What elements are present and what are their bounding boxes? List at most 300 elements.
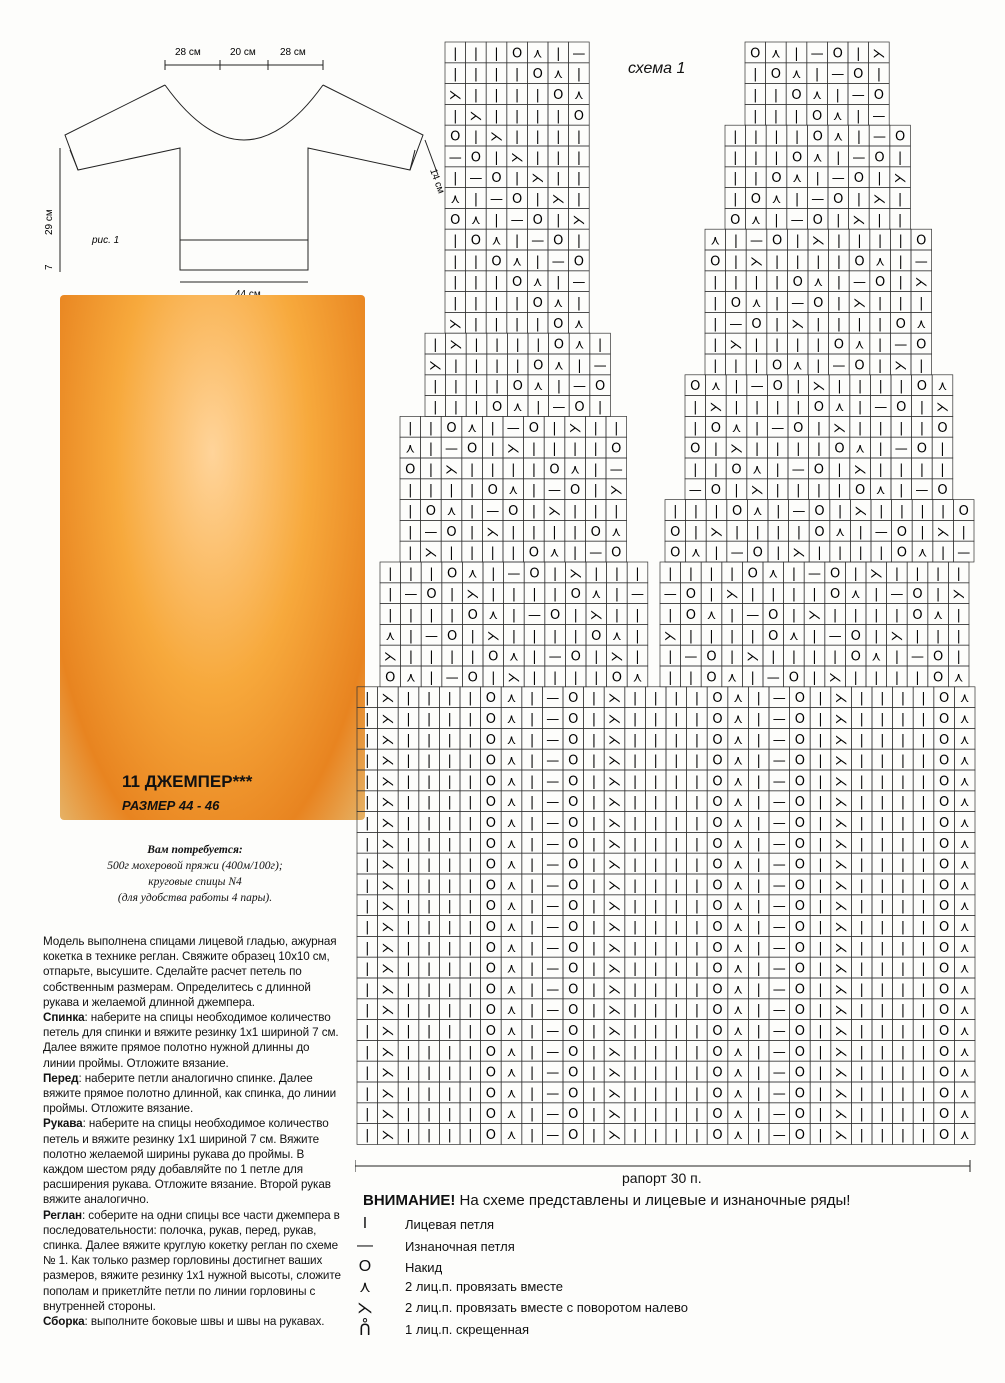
stitch-symbol: | [591, 940, 597, 956]
stitch-symbol: ⋏ [733, 1003, 743, 1019]
stitch-symbol: | [632, 774, 638, 790]
stitch-symbol: | [591, 857, 597, 873]
stitch-symbol: | [900, 774, 906, 790]
stitch-symbol: O [485, 753, 497, 769]
stitch-symbol: ⋋ [834, 836, 848, 852]
stitch-symbol: O [568, 1128, 579, 1143]
stitch-symbol: | [919, 462, 925, 478]
stitch-symbol: O [813, 400, 825, 415]
stitch-symbol: ⋏ [488, 608, 499, 623]
stitch-symbol: | [514, 88, 520, 103]
stitch-symbol: ⋋ [729, 337, 743, 353]
stitch-symbol: | [879, 504, 884, 519]
stitch-symbol: | [529, 836, 535, 852]
stitch-symbol: — [772, 857, 786, 873]
stitch-symbol: ⋏ [791, 67, 802, 83]
stitch-symbol: | [406, 712, 411, 727]
stitch-symbol: ⋏ [933, 608, 943, 623]
stitch-symbol: | [511, 524, 516, 540]
stitch-symbol: | [591, 816, 597, 831]
stitch-symbol: ⋋ [608, 1086, 621, 1102]
stitch-symbol: | [556, 129, 561, 145]
stitch-symbol: ⋏ [771, 192, 782, 207]
stitch-symbol: — [546, 899, 560, 915]
stitch-symbol: O [712, 1107, 723, 1123]
stitch-symbol: | [406, 753, 411, 769]
stitch-symbol: ⋋ [812, 379, 826, 395]
stitch-symbol: | [591, 899, 597, 915]
stitch-symbol: | [433, 379, 438, 395]
stitch-symbol: ⋏ [506, 920, 517, 935]
stitch-symbol: O [485, 878, 497, 894]
stitch-symbol: ⋋ [551, 192, 565, 207]
stitch-symbol: — [425, 628, 438, 644]
stitch-symbol: ⋋ [381, 836, 395, 852]
stitch-symbol: ⋋ [381, 795, 395, 811]
stitch-symbol: O [712, 774, 723, 790]
stitch-symbol: ⋋ [568, 420, 582, 436]
stitch-symbol: | [921, 1044, 926, 1060]
stitch-symbol: | [859, 1128, 864, 1143]
stitch-symbol: O [491, 254, 502, 270]
stitch-symbol: | [898, 275, 903, 291]
stitch-symbol: | [818, 982, 823, 998]
stitch-symbol: | [365, 691, 370, 707]
stitch-symbol: | [572, 545, 578, 561]
stitch-symbol: O [854, 483, 866, 499]
stitch-symbol: — [766, 670, 780, 686]
stitch-symbol: | [428, 462, 434, 478]
stitch-symbol: ⋏ [450, 192, 461, 207]
stitch-symbol: | [674, 774, 679, 790]
stitch-symbol: O [731, 504, 743, 519]
stitch-symbol: | [733, 275, 739, 291]
stitch-symbol: O [511, 46, 523, 62]
stitch-symbol: O [712, 1044, 723, 1060]
stitch-symbol: | [447, 1065, 452, 1081]
stitch-symbol: ⋏ [553, 67, 564, 83]
stitch-symbol: | [632, 753, 638, 769]
stitch-symbol: | [447, 836, 452, 852]
stitch-symbol: | [632, 878, 638, 894]
stitch-symbol: O [788, 670, 800, 686]
stitch-symbol: | [733, 358, 739, 374]
stitch-symbol: — [772, 753, 786, 769]
stitch-symbol: | [900, 878, 906, 894]
stitch-symbol: O [712, 878, 723, 894]
width-mid: 20 см [230, 47, 256, 58]
stitch-symbol: | [818, 857, 823, 873]
stitch-symbol: | [694, 1024, 700, 1039]
stitch-symbol: O [874, 150, 885, 166]
stitch-symbol: | [428, 483, 434, 499]
stitch-symbol: — [792, 504, 806, 519]
stitch-symbol: | [447, 691, 452, 707]
stitch-symbol: ⋋ [608, 1003, 621, 1019]
stitch-symbol: O [938, 940, 950, 956]
stitch-symbol: | [874, 670, 879, 686]
stitch-symbol: | [859, 857, 864, 873]
repeat-label: рапорт 30 п. [622, 1170, 702, 1186]
stitch-symbol: O [938, 732, 950, 748]
stitch-symbol: O [794, 816, 806, 831]
stitch-symbol: ⋋ [589, 608, 603, 623]
stitch-symbol: O [568, 940, 579, 956]
stitch-symbol: | [693, 504, 699, 519]
stitch-symbol: ⋋ [834, 712, 848, 727]
stitch-symbol: | [532, 670, 537, 686]
stitch-symbol: — [546, 1065, 560, 1081]
stitch-symbol: | [511, 587, 517, 603]
stitch-symbol: | [694, 1086, 700, 1102]
stitch-symbol: | [552, 420, 557, 436]
stitch-symbol: ⋋ [381, 1086, 395, 1102]
stitch-symbol: | [674, 1086, 679, 1102]
stitch-symbol: ⋏ [733, 795, 743, 811]
stitch-symbol: ⋋ [663, 628, 677, 644]
stitch-symbol: O [794, 982, 806, 998]
stitch-symbol: O [568, 712, 579, 727]
stitch-symbol: ⋏ [733, 816, 743, 831]
stitch-symbol: — [772, 940, 786, 956]
stitch-symbol: | [365, 1003, 370, 1019]
stitch-symbol: | [817, 545, 822, 561]
stitch-symbol: | [469, 462, 475, 478]
stitch-symbol: | [614, 566, 620, 582]
stitch-symbol: O [712, 940, 723, 956]
stitch-symbol: ⋋ [828, 670, 842, 686]
stitch-symbol: O [791, 150, 803, 166]
stitch-symbol: | [614, 504, 619, 519]
stitch-symbol: | [837, 545, 843, 561]
stitch-symbol: O [685, 587, 697, 603]
stitch-symbol: | [818, 1086, 823, 1102]
stitch-symbol: | [877, 337, 883, 353]
stitch-symbol: O [485, 1044, 497, 1060]
stitch-symbol: O [706, 670, 717, 686]
stitch-symbol: | [818, 1107, 823, 1123]
stitch-symbol: | [897, 212, 903, 228]
stitch-symbol: O [568, 1086, 579, 1102]
stitch-symbol: | [756, 920, 761, 935]
stitch-symbol: | [453, 400, 459, 415]
stitch-symbol: O [794, 857, 806, 873]
stitch-symbol: | [591, 691, 597, 707]
stitch-symbol: | [878, 379, 883, 395]
stitch-symbol: ⋋ [808, 608, 821, 623]
stitch-symbol: ⋋ [894, 358, 908, 374]
stitch-symbol: | [447, 857, 452, 873]
stitch-symbol: | [532, 587, 537, 603]
stitch-symbol: — [772, 732, 786, 748]
stitch-symbol: | [812, 587, 817, 603]
stitch-symbol: O [470, 150, 482, 166]
stitch-symbol: O [568, 816, 579, 831]
stitch-symbol: O [768, 608, 779, 623]
stitch-symbol: | [469, 524, 475, 540]
stitch-symbol: ⋋ [833, 420, 846, 436]
stitch-symbol: O [938, 878, 950, 894]
stitch-symbol: | [494, 275, 499, 291]
stitch-symbol: | [449, 483, 454, 499]
stitch-symbol: | [816, 316, 821, 332]
stitch-symbol: ⋏ [959, 795, 970, 811]
stitch-symbol: ⋏ [789, 628, 799, 644]
stitch-symbol: ⋏ [751, 296, 762, 311]
stitch-symbol: | [572, 441, 578, 457]
stitch-symbol: O [916, 337, 927, 353]
stitch-symbol: | [756, 732, 761, 748]
stitch-symbol: | [408, 566, 414, 582]
k2tog-icon: ⋏ [359, 1279, 371, 1296]
stitch-symbol: ⋋ [710, 524, 723, 540]
stitch-symbol: O [712, 816, 723, 831]
stitch-symbol: ⋏ [835, 524, 845, 540]
stitch-symbol: | [713, 337, 718, 353]
stitch-symbol: | [756, 1128, 761, 1143]
stitch-symbol: O [873, 88, 885, 103]
stitch-symbol: | [836, 275, 842, 291]
stitch-symbol: | [818, 691, 823, 707]
stitch-symbol: ⋋ [381, 857, 395, 873]
stitch-symbol: ⋏ [771, 46, 781, 62]
stitch-symbol: ⋋ [381, 1107, 395, 1123]
stitch-symbol: ⋋ [486, 524, 500, 540]
stitch-symbol: | [734, 379, 739, 395]
stitch-symbol: | [818, 899, 823, 915]
stitch-symbol: | [898, 233, 903, 249]
stitch-symbol: | [594, 566, 599, 582]
stitch-symbol: | [535, 150, 540, 166]
stitch-symbol: ⋏ [549, 545, 560, 561]
stitch-symbol: — [791, 296, 805, 311]
stitch-symbol: ⋏ [752, 504, 763, 519]
stitch-symbol: — [663, 587, 677, 603]
stitch-symbol: | [529, 732, 535, 748]
stitch-symbol: | [406, 961, 411, 977]
stitch-symbol: | [632, 899, 638, 915]
stitch-symbol: ⋋ [608, 691, 621, 707]
stitch-symbol: O [670, 545, 681, 561]
stitch-symbol: | [694, 982, 700, 998]
stitch-symbol: | [756, 878, 761, 894]
stitch-symbol: | [535, 192, 540, 207]
stitch-symbol: | [408, 545, 413, 561]
stitch-symbol: | [468, 836, 473, 852]
stitch-symbol: | [674, 836, 679, 852]
stitch-symbol: — [546, 982, 560, 998]
stitch-symbol: | [591, 795, 597, 811]
stitch-symbol: | [447, 795, 452, 811]
stitch-symbol: ⋋ [610, 649, 624, 665]
stitch-symbol: ⋏ [512, 400, 523, 415]
stitch-symbol: O [771, 233, 783, 249]
stitch-symbol: O [938, 857, 950, 873]
stitch-symbol: O [794, 1086, 806, 1102]
stitch-symbol: | [406, 1107, 411, 1123]
stitch-symbol: | [837, 462, 842, 478]
stitch-symbol: | [816, 337, 821, 353]
stitch-symbol: ⋋ [750, 483, 764, 499]
stitch-symbol: | [447, 982, 452, 998]
stitch-symbol: | [915, 628, 920, 644]
stitch-symbol: | [532, 628, 537, 644]
stitch-symbol: ⋋ [853, 462, 867, 478]
stitch-symbol: O [450, 212, 461, 228]
stitch-symbol: | [900, 857, 906, 873]
stitch-symbol: | [653, 1024, 658, 1039]
stitch-symbol: | [796, 483, 801, 499]
stitch-symbol: | [729, 628, 735, 644]
stitch-symbol: | [940, 504, 946, 519]
stitch-symbol: | [426, 1024, 432, 1039]
stitch-symbol: O [568, 691, 579, 707]
stitch-symbol: | [756, 1107, 761, 1123]
stitch-symbol: | [859, 982, 864, 998]
stitch-symbol: O [485, 1065, 497, 1081]
stitch-symbol: — [772, 899, 786, 915]
stitch-symbol: | [750, 587, 755, 603]
stitch-symbol: | [653, 961, 658, 977]
stitch-symbol: ⋋ [834, 795, 848, 811]
legend-label: Накид [405, 1260, 443, 1275]
stitch-symbol: | [754, 441, 760, 457]
stitch-symbol: O [574, 400, 585, 415]
stitch-symbol: | [535, 108, 540, 124]
stitch-symbol: | [406, 795, 411, 811]
stitch-symbol: | [531, 504, 537, 519]
stitch-symbol: ⋏ [959, 836, 970, 852]
stitch-symbol: | [900, 961, 906, 977]
stitch-symbol: | [556, 108, 561, 124]
stitch-symbol: | [632, 982, 638, 998]
stitch-symbol: | [453, 358, 459, 374]
stitch-symbol: ⋋ [448, 316, 462, 332]
stitch-symbol: | [429, 670, 434, 686]
stitch-symbol: O [712, 732, 723, 748]
stitch-symbol: | [594, 670, 599, 686]
stitch-symbol: ⋋ [834, 961, 848, 977]
stitch-symbol: | [468, 732, 473, 748]
stitch-symbol: ⋋ [608, 940, 621, 956]
stitch-symbol: | [447, 878, 452, 894]
stitch-symbol: — [507, 566, 521, 582]
stitch-symbol: | [935, 566, 941, 582]
stitch-symbol: O [794, 899, 806, 915]
stitch-symbol: O [938, 712, 950, 727]
stitch-symbol: | [591, 753, 597, 769]
stitch-symbol: | [774, 212, 779, 228]
stitch-symbol: — [546, 753, 560, 769]
stitch-symbol: ⋏ [727, 670, 737, 686]
stitch-symbol: ⋋ [834, 940, 848, 956]
stitch-symbol: O [850, 628, 861, 644]
stitch-symbol: | [426, 1003, 432, 1019]
stitch-symbol: — [791, 462, 805, 478]
stitch-symbol: | [447, 1128, 452, 1143]
ssk-icon: ⋋ [357, 1300, 373, 1317]
stitch-symbol: O [446, 628, 458, 644]
stitch-symbol: | [514, 316, 520, 332]
stitch-symbol: | [632, 857, 638, 873]
stitch-symbol: | [750, 670, 755, 686]
stitch-symbol: | [877, 212, 882, 228]
stitch-symbol: O [853, 67, 864, 83]
stitch-symbol: O [912, 587, 923, 603]
stitch-symbol: ⋏ [446, 504, 457, 519]
stitch-symbol: | [859, 961, 864, 977]
stitch-symbol: | [694, 1044, 700, 1060]
stitch-symbol: ⋋ [381, 816, 395, 831]
stitch-symbol: O [834, 441, 845, 457]
stitch-symbol: | [576, 296, 582, 311]
stitch-symbol: O [568, 920, 579, 935]
stitch-symbol: | [750, 628, 755, 644]
stitch-symbol: | [859, 691, 864, 707]
stitch-symbol: — [772, 795, 786, 811]
stitch-symbol: ⋋ [486, 628, 500, 644]
stitch-symbol: | [365, 1086, 370, 1102]
stitch-symbol: | [956, 649, 961, 665]
stitch-symbol: — [546, 1044, 560, 1060]
stitch-symbol: ⋏ [959, 1128, 970, 1143]
stitch-symbol: | [468, 1024, 473, 1039]
stitch-symbol: | [552, 670, 558, 686]
stitch-symbol: ⋋ [381, 1065, 395, 1081]
stitch-symbol: | [776, 545, 781, 561]
stitch-symbol: | [921, 940, 926, 956]
stitch-symbol: | [529, 920, 535, 935]
stitch-symbol: | [668, 566, 673, 582]
stitch-symbol: O [916, 441, 928, 457]
stitch-symbol: ⋏ [959, 816, 970, 831]
stitch-symbol: | [900, 1128, 906, 1143]
stitch-symbol: | [365, 753, 370, 769]
stitch-symbol: O [794, 1044, 806, 1060]
stitch-symbol: | [900, 816, 906, 831]
stitch-symbol: | [653, 774, 658, 790]
legend-label: Лицевая петля [405, 1217, 495, 1232]
instruction-paragraph: Модель выполнена спицами лицевой гладью, ажурная кокетка в технике реглан. Свяжите образец 10x10 см, отпарьте, высушите. Сделайте расчет петель по собственным размерам. Определитесь с длинной рукава и желаемой длинной джемпера. [43, 935, 337, 1009]
stitch-symbol: — [874, 400, 888, 415]
stitch-symbol: | [921, 1065, 926, 1081]
stitch-symbol: O [446, 524, 457, 540]
stitch-symbol: | [529, 753, 535, 769]
stitch-symbol: | [426, 878, 432, 894]
stitch-symbol: ⋏ [506, 753, 517, 769]
stitch-symbol: — [528, 608, 541, 623]
stitch-symbol: | [756, 857, 761, 873]
materials-line: 500г мохеровой пряжи (400м/100г); [107, 860, 283, 872]
stitch-symbol: | [556, 171, 561, 187]
stitch-symbol: | [877, 358, 883, 374]
stitch-symbol: ⋋ [834, 732, 848, 748]
stitch-symbol: | [880, 753, 885, 769]
stitch-symbol: O [685, 608, 697, 623]
stitch-symbol: ⋏ [937, 379, 948, 395]
stitch-symbol: | [897, 150, 903, 166]
stitch-symbol: — [750, 233, 763, 249]
stitch-symbol: | [535, 88, 540, 103]
stitch-symbol: ⋏ [959, 1065, 970, 1081]
stitch-symbol: | [900, 691, 906, 707]
stitch-symbol: | [591, 982, 597, 998]
stitch-symbol: | [426, 982, 432, 998]
stitch-symbol: | [880, 899, 885, 915]
stitch-symbol: ⋏ [553, 296, 564, 311]
stitch-symbol: ⋋ [445, 462, 458, 478]
stitch-symbol: O [712, 1128, 723, 1143]
